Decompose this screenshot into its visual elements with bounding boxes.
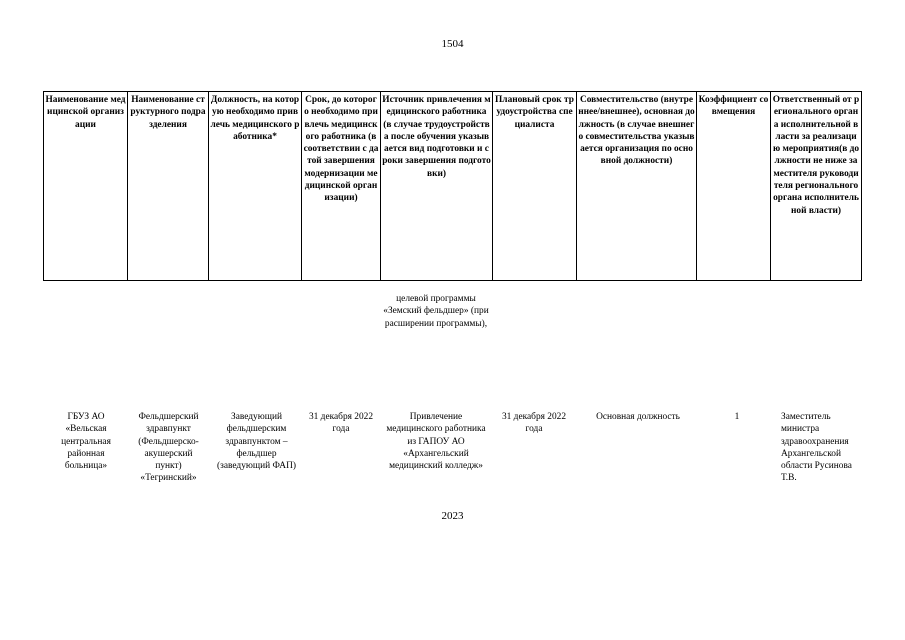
header-cell-coefficient: Коэффициент совмещения [697,92,771,281]
cell-coefficient: 1 [734,412,740,422]
header-cell-department: Наименование структурного подразделения [128,92,209,281]
cell-combination: Основная должность [596,412,680,422]
header-table [43,91,862,281]
header-cell-source: Источник привлечения медицинского работника (в случае трудоустройства после обучения указывается вид подготовки и сроки завершения подготовки) [381,92,493,281]
continuation-text: целевой программы «Земский фельдшер» (при расширении программы), [383,294,489,329]
page-number: 1504 [441,38,464,50]
header-cell-responsible: Ответственный от регионального органа исполнительной власти за реализацию мероприятия(в должности не ниже заместителя руководителя регионального органа исполнительной власти) [771,92,862,281]
header-cell-planned-date: Плановый срок трудоустройства специалиста [493,92,577,281]
header-cell-combination: Совместительство (внутреннее/внешнее), основная должность (в случае внешнего совместительства указывается организация по основной должности) [577,92,697,281]
cell-source: Привлечение медицинского работника из ГАПОУ АО «Архангельский медицинский колледж» [386,412,486,472]
cell-deadline: 31 декабря 2022 года [308,412,374,435]
header-cell-deadline: Срок, до которого необходимо привлечь медицинского работника (в соответствии с датой завершения модернизации медицинской организации) [302,92,381,281]
table-row [0,411,905,501]
cell-department: Фельдшерский здравпункт (Фельдшерско-акушерский пункт) «Тегринский» [138,412,199,484]
header-cell-organization: Наименование медицинской организации [44,92,128,281]
cell-position: Заведующий фельдшерским здравпунктом – фельдшер (заведующий ФАП) [217,412,296,472]
header-cell-position: Должность, на которую необходимо привлечь медицинского работника* [209,92,302,281]
cell-organization: ГБУЗ АО «Вельская центральная районная больница» [61,412,111,472]
page-footer: 2023 [441,510,464,522]
cell-responsible: Заместитель министра здравоохранения Архангельской области Русинова Т.В. [781,412,852,484]
cell-planned-date: 31 декабря 2022 года [501,412,567,435]
